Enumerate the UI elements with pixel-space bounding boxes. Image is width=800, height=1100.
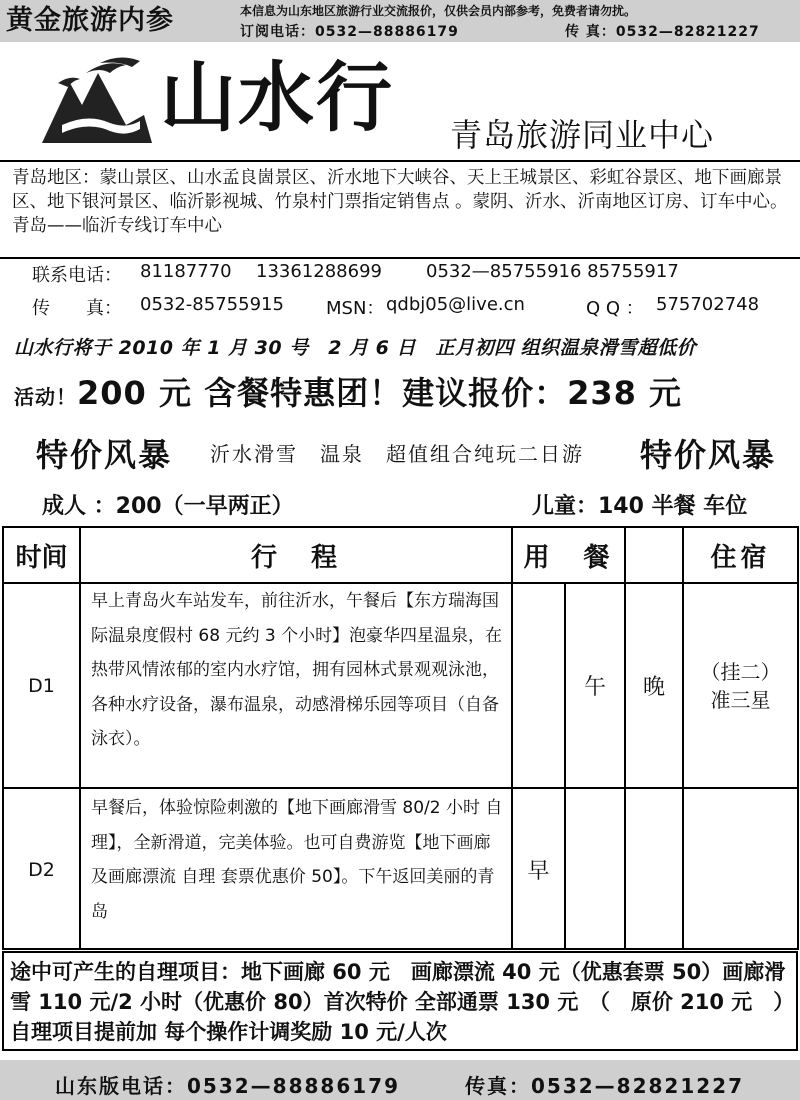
row-2-itinerary: 早餐后，体验惊险刺激的【地下画廊滑雪 80/2 小时 自理】，全新滑道，完美体验。也可自费游览【地下画廊及画廊漂流 自理 套票优惠价 50】。下午返回美丽的青岛: [91, 798, 503, 922]
qq-label: Q Q ：: [586, 298, 644, 319]
phone-2: 13361288699: [256, 261, 382, 282]
promo-line-1: 山水行将于 2010 年 1 月 30 号 2 月 6 日 正月初四 组织温泉滑雪超低价: [14, 337, 697, 359]
row-1-dinner: 晚: [642, 675, 665, 700]
divider: [0, 160, 800, 162]
row-1-lunch: 午: [583, 675, 606, 700]
optional-items-text: 途中可产生的自理项目：地下画廊 60 元 画廊漂流 40 元（优惠套票 50）画廊滑雪 110 元/2 小时（优惠价 80）首次特价 全部通票 130 元 （ 原价 210 元 ）自理项目提前加 每个操作计调奖励 10 元/人次: [10, 960, 786, 1044]
header-lodging: 住宿: [710, 542, 771, 573]
table-line: [79, 528, 81, 948]
brand-name: 山水行: [160, 53, 394, 142]
itinerary-table: [2, 526, 799, 950]
lodging-class: 准三星: [710, 687, 771, 712]
row-1-day: D1: [28, 674, 55, 697]
header-itinerary: 行 程: [250, 542, 341, 573]
row-2-breakfast: 早: [527, 859, 550, 884]
footer-fax: 传真：0532—82821227: [465, 1074, 744, 1098]
row-2-lunch: [566, 789, 624, 950]
lodging-rating: （挂二）: [700, 659, 781, 684]
msn-value: qdbj05@live.cn: [386, 294, 525, 315]
row-2-dinner: [626, 789, 682, 950]
qq-value: 575702748: [656, 294, 760, 315]
special-offer-right: 特价风暴: [640, 436, 777, 474]
fax-value: 0532-85755915: [140, 294, 284, 315]
header-fax: 传 真：0532—82821227: [565, 24, 760, 40]
phone-label: 联系电话：: [32, 265, 122, 286]
promo-headline: 200 元 含餐特惠团！建议报价：238 元: [77, 374, 683, 412]
mountain-logo-icon: [40, 55, 152, 147]
special-offer-left: 特价风暴: [36, 436, 173, 474]
publication-title: 黄金旅游内参: [6, 5, 174, 36]
divider: [0, 257, 800, 259]
promo-line-2: [14, 368, 682, 414]
row-1-lodging: [684, 584, 797, 787]
row-2-lodging: [684, 789, 797, 950]
phone-3: 0532—85755916 85755917: [426, 261, 679, 282]
row-1-breakfast: [513, 584, 564, 787]
header-meals: 用 餐: [523, 542, 614, 573]
tour-description: 沂水滑雪 温泉 超值组合纯玩二日游: [210, 442, 584, 466]
promo-prefix: 活动！: [14, 385, 77, 409]
row-1-itinerary: 早上青岛火车站发车，前往沂水，午餐后【东方瑞海国际温泉度假村 68 元约 3 个小时】泡豪华四星温泉，在热带风情浓郁的室内水疗馆，拥有园林式景观观泳池，各种水疗设备，瀑布温泉，动感滑梯乐园等项目（自备泳衣）。: [91, 591, 503, 749]
header-time: 时间: [15, 542, 68, 573]
child-price: 儿童：140 半餐 车位: [532, 494, 748, 519]
service-areas: 青岛地区：蒙山景区、山水孟良崮景区、沂水地下大峡谷、天上王城景区、彩虹谷景区、地下画廊景区、地下银河景区、临沂影视城、竹泉村门票指定销售点 。蒙阴、沂水、沂南地区订房、订车中心。青岛——临沂专线订车中心: [12, 168, 788, 236]
brand-subtitle: 青岛旅游同业中心: [450, 116, 715, 154]
row-2-day: D2: [28, 858, 55, 881]
disclaimer-text: 本信息为山东地区旅游行业交流报价，仅供会员内部参考，免费者请勿扰。: [240, 4, 637, 18]
subscribe-phone: 订阅电话：0532—88886179: [240, 24, 459, 40]
msn-label: MSN：: [326, 298, 385, 319]
phone-1: 81187770: [140, 261, 232, 282]
footer-phone: 山东版电话：0532—88886179: [55, 1074, 400, 1098]
fax-label: 传 真：: [32, 298, 122, 319]
adult-price: 成人 ：200（一早两正）: [42, 494, 294, 519]
